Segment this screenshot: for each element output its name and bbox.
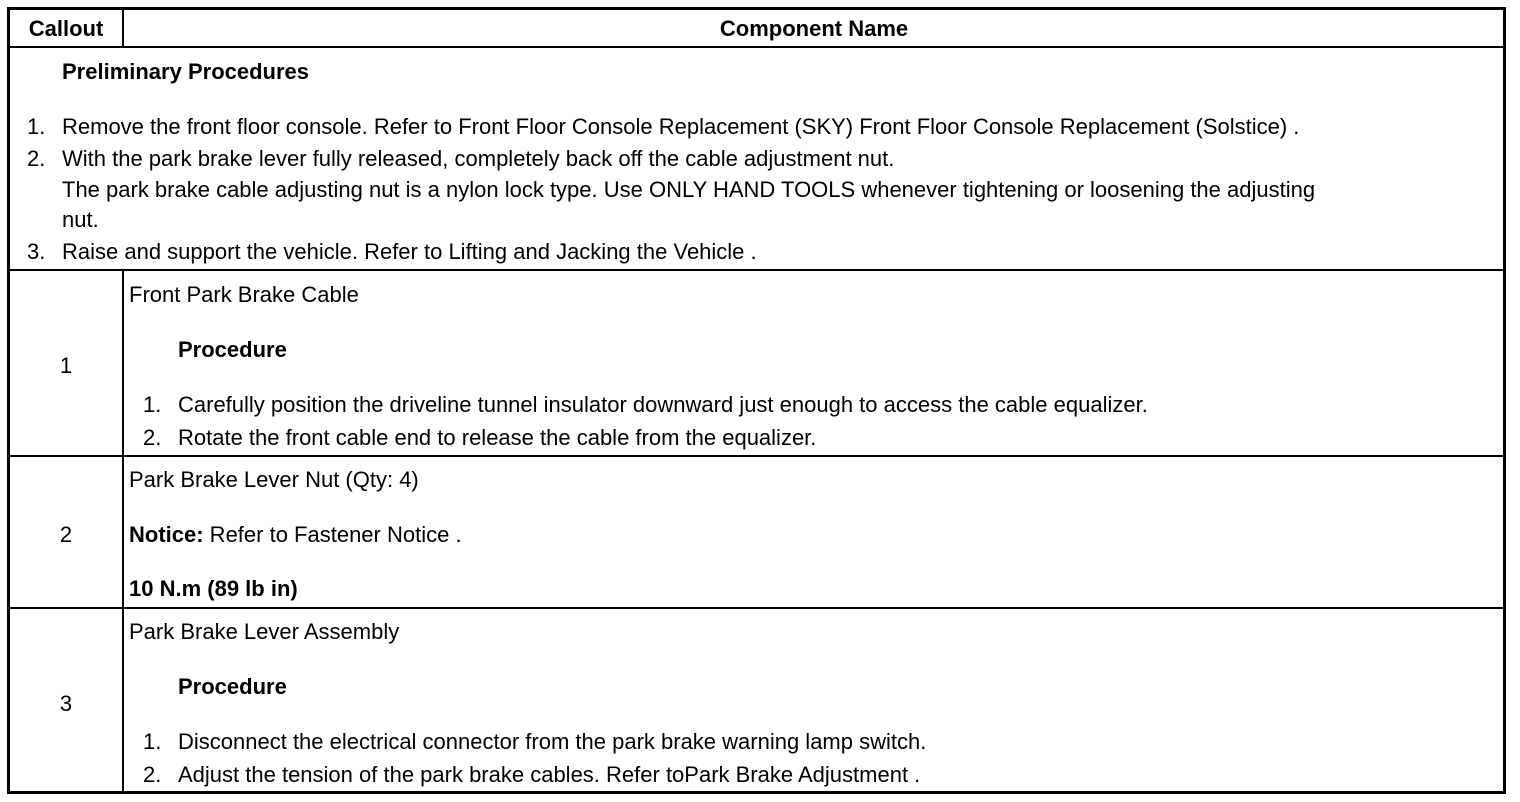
- procedure-step-number: 2.: [143, 762, 162, 787]
- procedure-step-number: 1.: [143, 729, 162, 754]
- preliminary-step-text: With the park brake lever fully released, completely back off the cable adjustment nut.: [62, 146, 895, 171]
- row-callout: 1: [59, 353, 73, 378]
- torque-spec: 10 N.m (89 lb in): [129, 576, 298, 601]
- row-divider: [7, 607, 1506, 609]
- procedure-step-number: 1.: [143, 392, 162, 417]
- preliminary-step-note: nut.: [62, 207, 99, 232]
- preliminary-step-number: 2.: [27, 146, 46, 171]
- header-component-name: Component Name: [719, 16, 909, 41]
- notice-text: Refer to Fastener Notice .: [203, 522, 462, 547]
- preliminary-heading: Preliminary Procedures: [62, 59, 310, 84]
- procedure-step-text: Adjust the tension of the park brake cables. Refer toPark Brake Adjustment .: [178, 762, 921, 787]
- row-divider: [7, 455, 1506, 457]
- row-component-name: Park Brake Lever Nut (Qty: 4): [129, 467, 419, 492]
- preliminary-step-text: Remove the front floor console. Refer to Front Floor Console Replacement (SKY) Front Floor Console Replacement (Solstice) .: [62, 114, 1300, 139]
- procedure-heading: Procedure: [178, 674, 287, 699]
- row-divider: [7, 269, 1506, 271]
- header-divider: [7, 46, 1506, 48]
- preliminary-step-number: 3.: [27, 239, 46, 264]
- row-callout: 2: [59, 522, 73, 547]
- procedure-heading: Procedure: [178, 337, 287, 362]
- procedure-step-number: 2.: [143, 425, 162, 450]
- procedure-step-text: Carefully position the driveline tunnel insulator downward just enough to access the cable equalizer.: [178, 392, 1148, 417]
- preliminary-step-note: The park brake cable adjusting nut is a nylon lock type. Use ONLY HAND TOOLS whenever tightening or loosening the adjusting: [62, 177, 1316, 202]
- preliminary-step-number: 1.: [27, 114, 46, 139]
- notice-label: Notice:: [129, 522, 204, 547]
- notice-line: [129, 524, 462, 546]
- row-component-name: Park Brake Lever Assembly: [129, 619, 400, 644]
- procedure-step-text: Rotate the front cable end to release the cable from the equalizer.: [178, 425, 817, 450]
- procedure-step-text: Disconnect the electrical connector from the park brake warning lamp switch.: [178, 729, 927, 754]
- row-component-name: Front Park Brake Cable: [129, 282, 359, 307]
- preliminary-step-text: Raise and support the vehicle. Refer to Lifting and Jacking the Vehicle .: [62, 239, 757, 264]
- header-callout: Callout: [28, 16, 104, 41]
- row-callout: 3: [59, 691, 73, 716]
- column-divider: [122, 270, 124, 794]
